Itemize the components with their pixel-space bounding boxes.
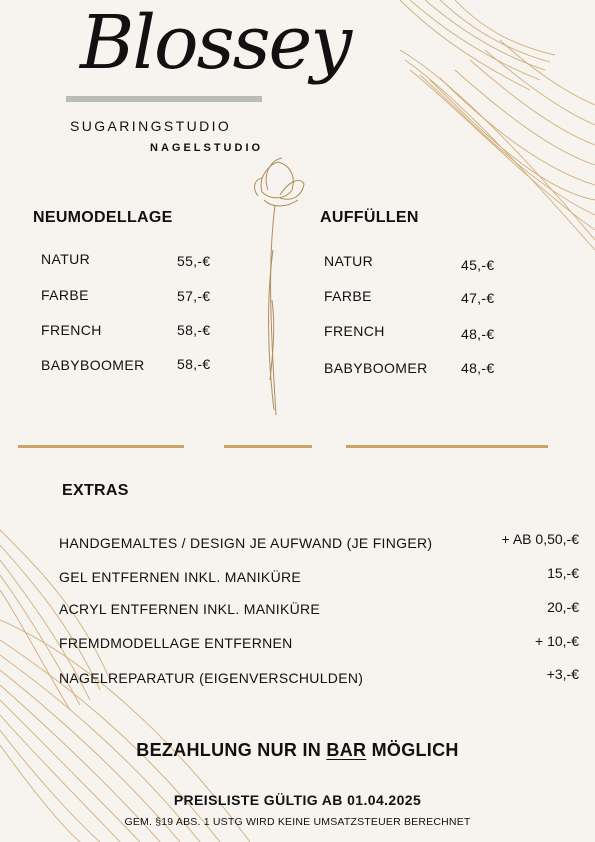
extras-item-price: 20,-€ [547,599,579,615]
payment-note-before: BEZAHLUNG NUR IN [136,740,327,760]
payment-note-highlight: BAR [326,740,367,760]
neumodellage-item-price: 55,-€ [177,253,211,269]
top-right-leaf-art [400,0,595,250]
divider-line [224,445,312,448]
auffuellen-item-label: FARBE [324,288,372,304]
extras-heading: EXTRAS [62,482,129,499]
auffuellen-heading: AUFFÜLLEN [320,209,419,226]
extras-item-label: FREMDMODELLAGE ENTFERNEN [59,635,293,651]
auffuellen-item-price: 48,-€ [461,360,495,376]
payment-note-after: MÖGLICH [366,740,459,760]
neumodellage-heading: NEUMODELLAGE [33,209,173,226]
neumodellage-item-price: 58,-€ [177,322,211,338]
extras-item-label: GEL ENTFERNEN INKL. MANIKÜRE [59,569,302,585]
neumodellage-item-label: FRENCH [41,322,102,338]
neumodellage-item-label: BABYBOOMER [41,357,145,373]
auffuellen-item-price: 45,-€ [461,257,495,273]
auffuellen-item-price: 48,-€ [461,326,495,342]
flower-drawing [255,158,304,415]
auffuellen-item-price: 47,-€ [461,290,495,306]
logo-subtitle-2: NAGELSTUDIO [150,142,264,154]
auffuellen-item-label: BABYBOOMER [324,360,428,376]
auffuellen-item-label: FRENCH [324,323,385,339]
divider-line [18,445,184,448]
neumodellage-item-price: 57,-€ [177,288,211,304]
extras-item-price: 15,-€ [547,565,579,581]
divider-line [346,445,548,448]
logo-script-text: Blossey [80,0,351,86]
auffuellen-item-label: NATUR [324,253,374,269]
extras-item-price: +3,-€ [546,666,579,682]
tax-note: GEM. §19 ABS. 1 USTG WIRD KEINE UMSATZSTEUER BERECHNET [124,816,471,828]
logo-subtitle: SUGARINGSTUDIO [70,118,232,134]
extras-item-price: + 10,-€ [535,633,579,649]
neumodellage-item-label: NATUR [41,251,91,267]
price-list-validity: PREISLISTE GÜLTIG AB 01.04.2025 [173,792,422,808]
payment-note [0,740,595,761]
extras-item-price: + AB 0,50,-€ [501,531,579,547]
extras-item-label: HANDGEMALTES / DESIGN JE AUFWAND (JE FINGER) [59,535,433,551]
extras-item-label: NAGELREPARATUR (EIGENVERSCHULDEN) [59,670,364,686]
extras-item-label: ACRYL ENTFERNEN INKL. MANIKÜRE [59,601,321,617]
neumodellage-item-price: 58,-€ [177,356,211,372]
logo-underline-bar [66,96,262,102]
neumodellage-item-label: FARBE [41,287,89,303]
